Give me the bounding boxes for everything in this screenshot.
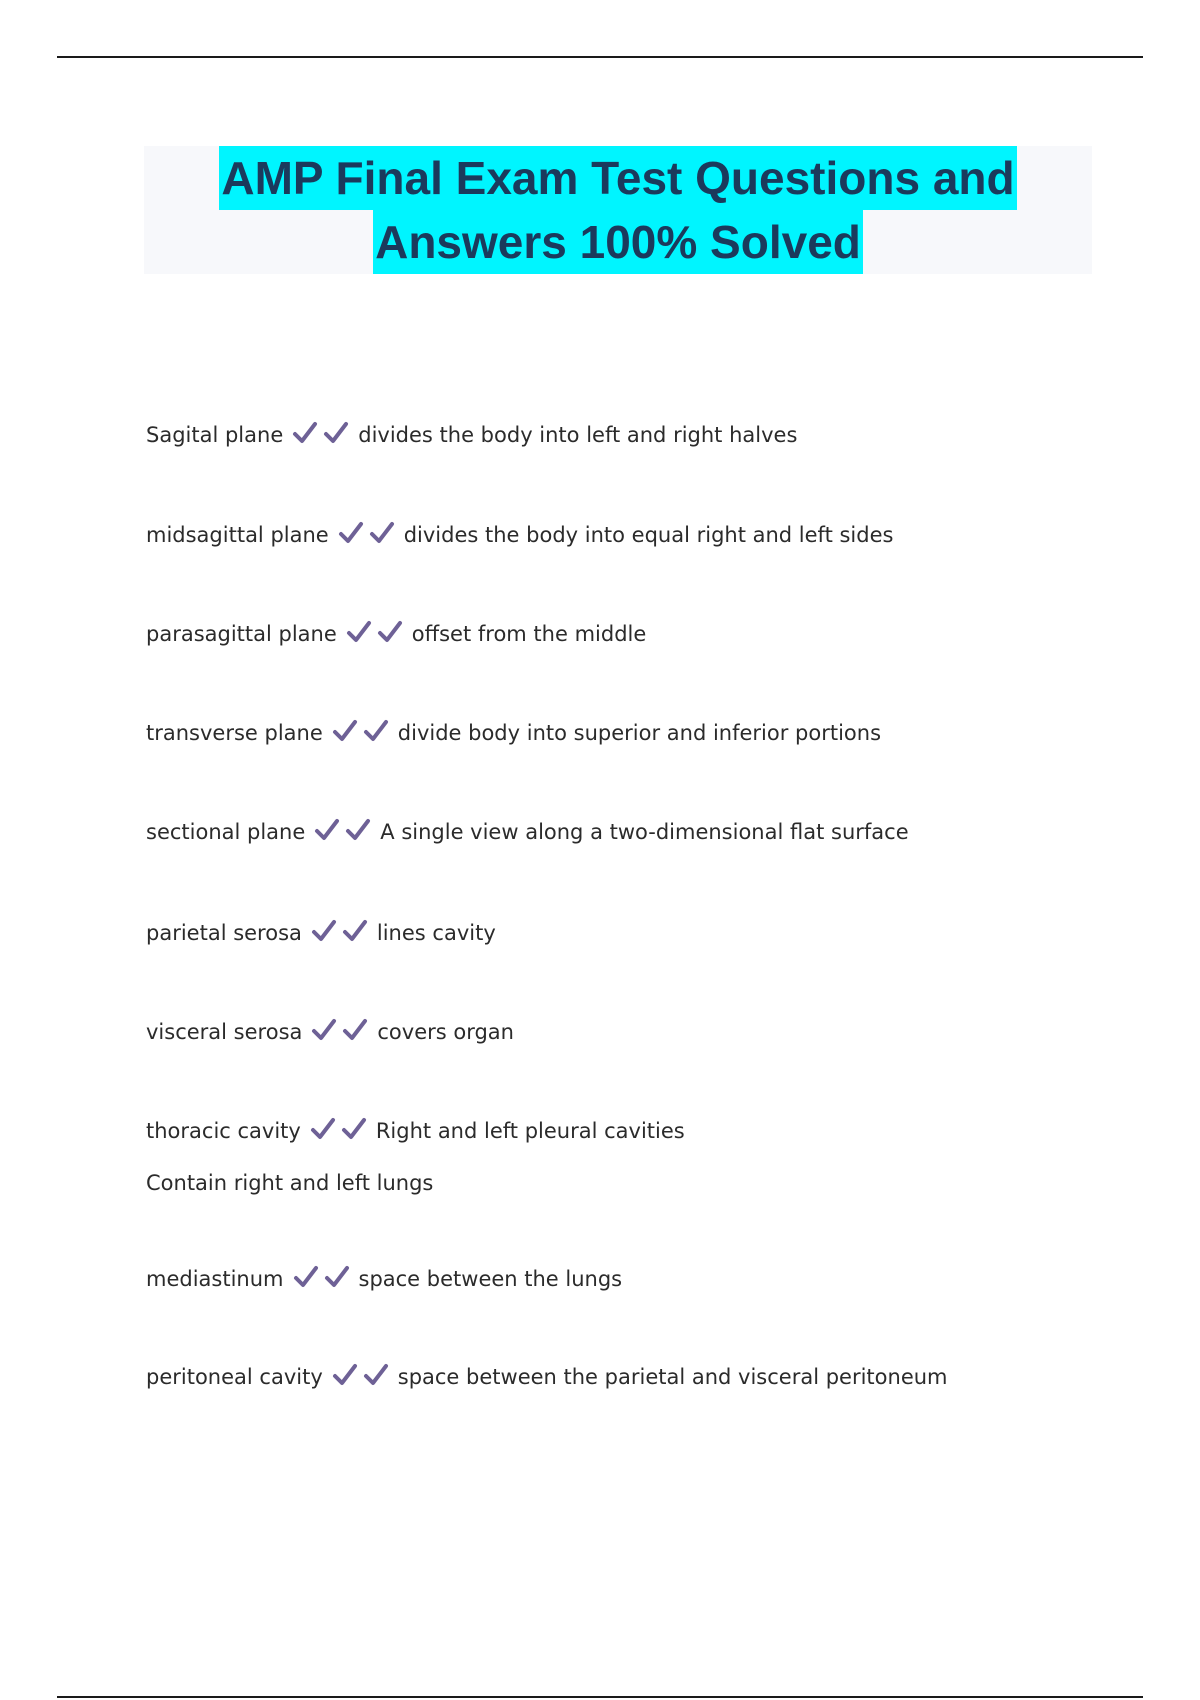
answer: Right and left pleural cavities	[375, 1119, 685, 1143]
term: transverse plane	[146, 721, 323, 745]
term: thoracic cavity	[146, 1119, 301, 1143]
top-rule	[57, 56, 1143, 58]
list-item	[146, 1116, 1146, 1198]
double-check-icon	[311, 919, 373, 951]
answer: space between the lungs	[358, 1267, 623, 1291]
answer: divides the body into equal right and left sides	[403, 523, 894, 547]
answer: covers organ	[377, 1020, 514, 1044]
term: visceral serosa	[146, 1020, 303, 1044]
answer: lines cavity	[376, 921, 496, 945]
bottom-rule	[57, 1696, 1143, 1698]
double-check-icon	[332, 719, 394, 751]
document-title	[144, 146, 1092, 274]
term: peritoneal cavity	[146, 1365, 323, 1389]
list-item	[146, 520, 1146, 553]
list-item	[146, 918, 1146, 951]
list-item	[146, 1362, 1146, 1395]
term: midsagittal plane	[146, 523, 329, 547]
title-line-2: Answers 100% Solved	[373, 210, 863, 274]
double-check-icon	[332, 1363, 394, 1395]
title-line-1: AMP Final Exam Test Questions and	[219, 146, 1016, 210]
answer: divide body into superior and inferior portions	[397, 721, 882, 745]
term: parietal serosa	[146, 921, 302, 945]
double-check-icon	[311, 1018, 373, 1050]
list-item	[146, 1264, 1146, 1297]
double-check-icon	[338, 521, 400, 553]
answer: offset from the middle	[411, 622, 647, 646]
list-item	[146, 420, 1146, 453]
term: parasagittal plane	[146, 622, 337, 646]
term: sectional plane	[146, 820, 306, 844]
list-item	[146, 718, 1146, 751]
term: Sagital plane	[146, 423, 284, 447]
answer: A single view along a two-dimensional flat surface	[380, 820, 909, 844]
double-check-icon	[314, 818, 376, 850]
list-item	[146, 1017, 1146, 1050]
double-check-icon	[346, 620, 408, 652]
answer-continuation: Contain right and left lungs	[146, 1171, 434, 1195]
double-check-icon	[293, 1265, 355, 1297]
double-check-icon	[292, 421, 354, 453]
answer: divides the body into left and right halves	[358, 423, 798, 447]
answer: space between the parietal and visceral peritoneum	[397, 1365, 948, 1389]
list-item	[146, 619, 1146, 652]
list-item	[146, 817, 1146, 850]
double-check-icon	[310, 1117, 372, 1149]
title-banner	[144, 146, 1092, 274]
term: mediastinum	[146, 1267, 284, 1291]
